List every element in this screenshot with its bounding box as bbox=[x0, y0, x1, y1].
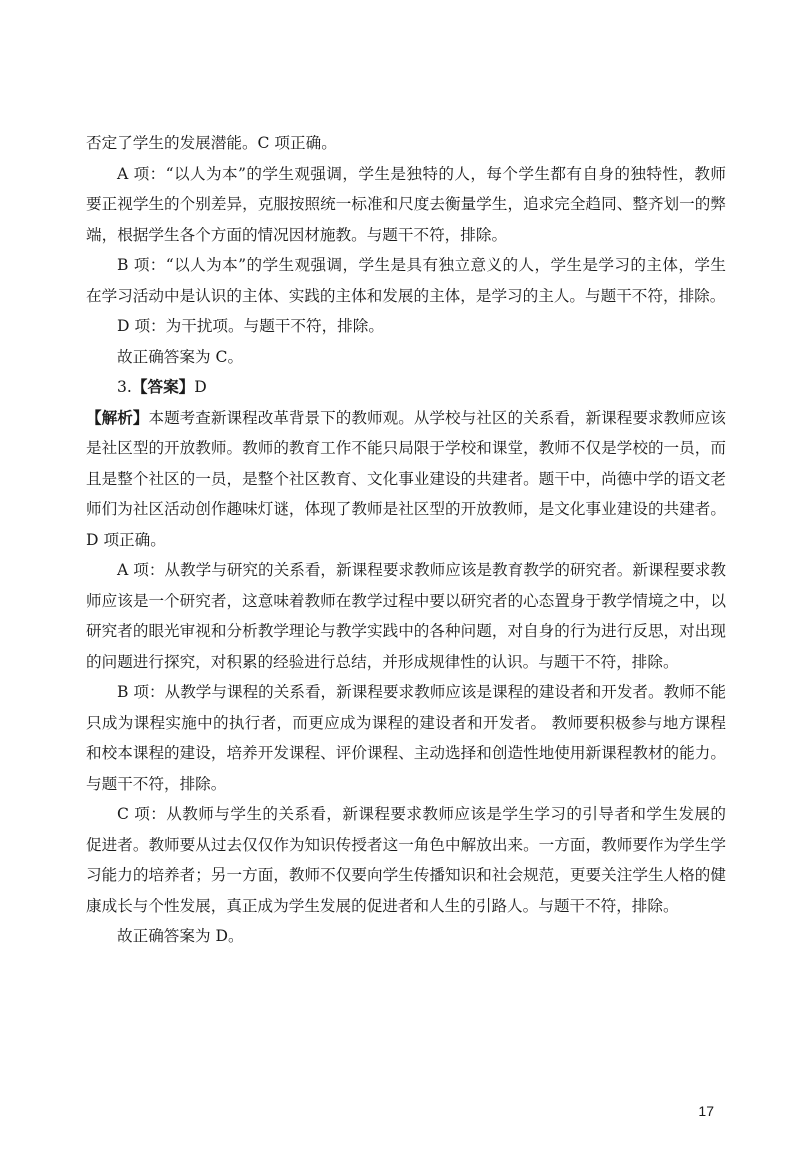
answer-value: D bbox=[194, 378, 207, 396]
paragraph-option-d: D 项：为干扰项。与题干不符，排除。 bbox=[117, 317, 384, 335]
page-number: 17 bbox=[698, 1103, 714, 1119]
question-number: 3. bbox=[117, 378, 132, 396]
paragraph-analysis-option-b: B 项：从教学与课程的关系看，新课程要求教师应该是课程的建设者和开发者。教师不能只成为课程实施中的执行者，而更应成为课程的建设者和开发者。 教师要积极参与地方课程和校本课程的建设，培养开发课程、评价课程、主动选择和创造性地使用新课程教材的能力。与题干不符，排除。 bbox=[86, 683, 726, 793]
paragraph-conclusion-c: 故正确答案为 C。 bbox=[117, 347, 244, 366]
analysis-tag: 【解析】 bbox=[86, 408, 149, 427]
analysis-paragraph bbox=[86, 403, 726, 556]
question-3-answer bbox=[86, 372, 726, 403]
paragraph-conclusion-d: 故正确答案为 D。 bbox=[117, 927, 244, 945]
analysis-text: 本题考查新课程改革背景下的教师观。从学校与社区的关系看，新课程要求教师应该是社区型的开放教师。教师的教育工作不能只局限于学校和课堂，教师不仅是学校的一员，而且是整个社区的一员，是整个社区教育、文化事业建设的共建者。题干中，尚德中学的语文老师们为社区活动创作趣味灯谜，体现了教师是社区型的开放教师，是文化事业建设的共建者。D 项正确。 bbox=[86, 408, 726, 549]
paragraph-analysis-option-c: C 项：从教师与学生的关系看，新课程要求教师应该是学生学习的引导者和学生发展的促进者。教师要从过去仅仅作为知识传授者这一角色中解放出来。一方面，教师要作为学生学习能力的培养者；另一方面，教师不仅要向学生传播知识和社会规范，更要关注学生人格的健康成长与个性发展，真正成为学生发展的促进者和人生的引路人。与题干不符，排除。 bbox=[86, 805, 726, 915]
paragraph-option-b: B 项：“以人为本”的学生观强调，学生是具有独立意义的人，学生是学习的主体，学生在学习活动中是认识的主体、实践的主体和发展的主体，是学习的主人。与题干不符，排除。 bbox=[86, 256, 726, 305]
page-content bbox=[86, 128, 726, 952]
answer-tag: 【答案】 bbox=[131, 378, 195, 396]
paragraph-option-a: A 项：“以人为本”的学生观强调，学生是独特的人，每个学生都有自身的独特性，教师要正视学生的个别差异，克服按照统一标准和尺度去衡量学生，追求完全趋同、整齐划一的弊端，根据学生各个方面的情况因材施教。与题干不符，排除。 bbox=[86, 164, 726, 244]
paragraph-continuation: 否定了学生的发展潜能。C 项正确。 bbox=[86, 134, 337, 152]
paragraph-analysis-option-a: A 项：从教学与研究的关系看，新课程要求教师应该是教育教学的研究者。新课程要求教师应该是一个研究者，这意味着教师在教学过程中要以研究者的心态置身于教学情境之中，以研究者的眼光审视和分析教学理论与教学实践中的各种问题，对自身的行为进行反思，对出现的问题进行探究，对积累的经验进行总结，并形成规律性的认识。与题干不符，排除。 bbox=[86, 561, 726, 671]
